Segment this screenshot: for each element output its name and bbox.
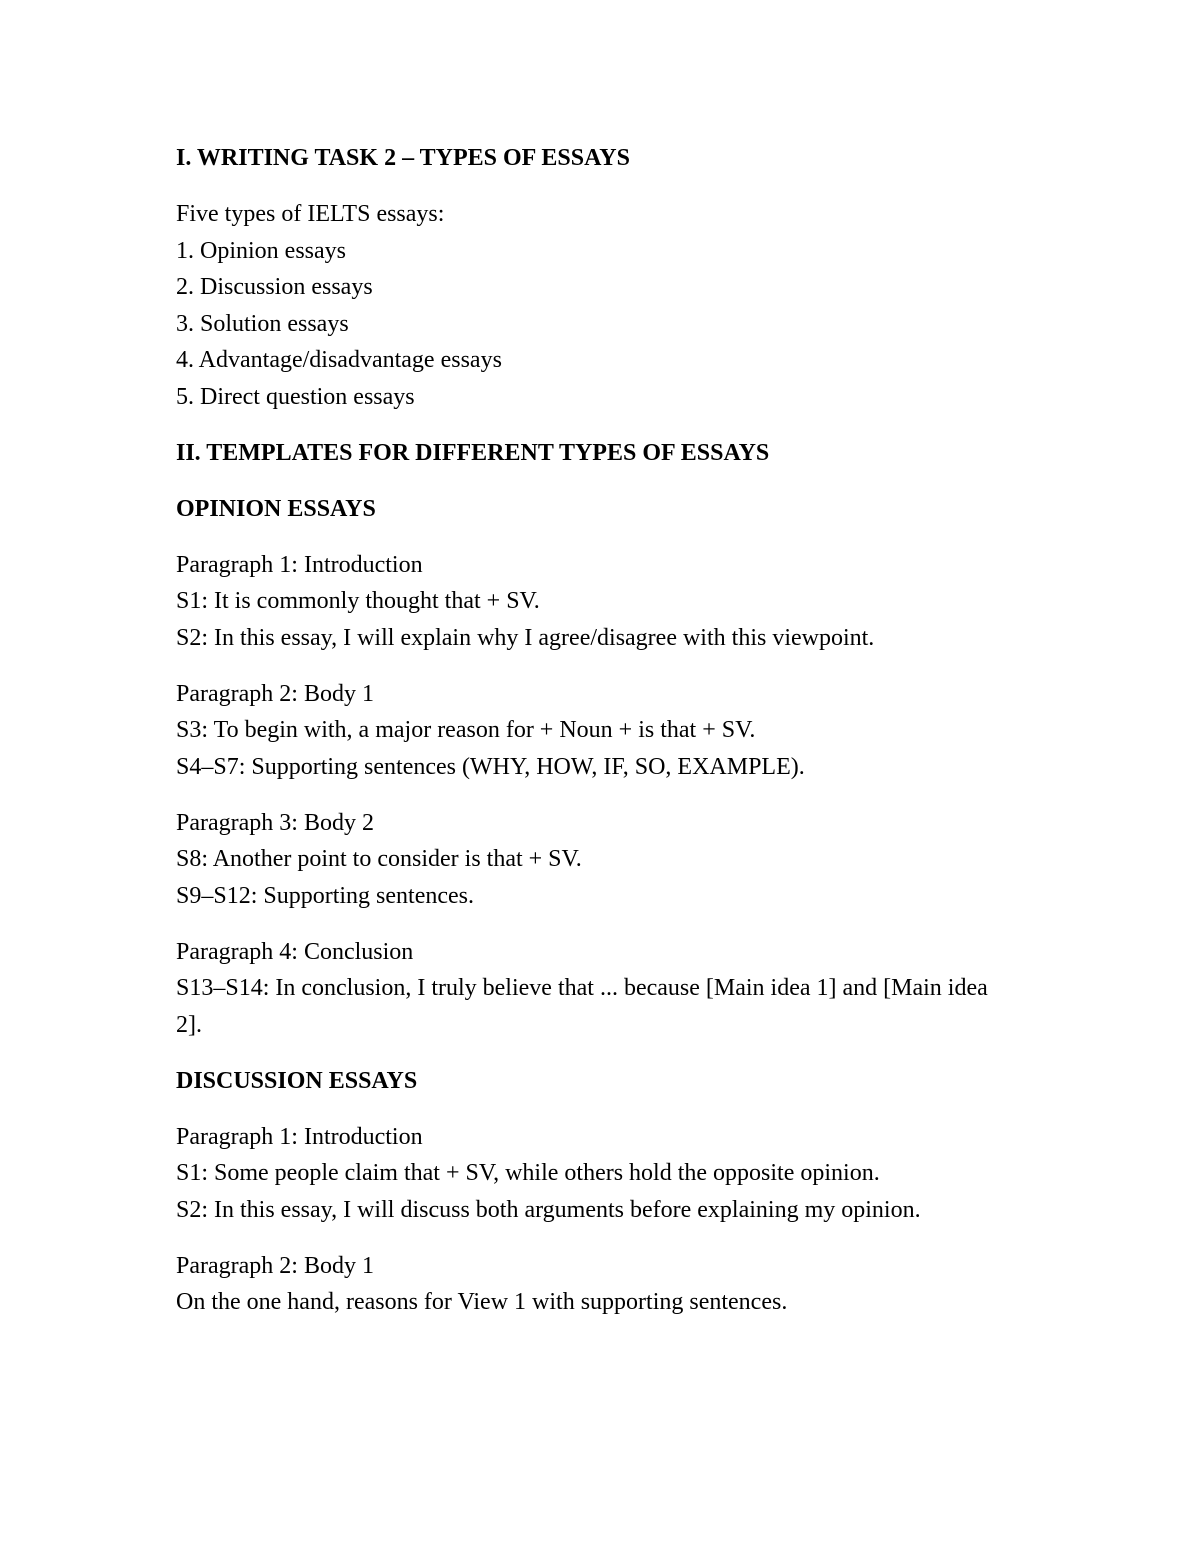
document-content <box>176 140 1006 1321</box>
template-sentence: S2: In this essay, I will explain why I agree/disagree with this viewpoint. <box>176 624 875 651</box>
section-1-heading: I. WRITING TASK 2 – TYPES OF ESSAYS <box>176 145 630 171</box>
template-sentence: S1: Some people claim that + SV, while others hold the opposite opinion. <box>176 1160 880 1186</box>
essay-type-item: 3. Solution essays <box>176 310 349 337</box>
paragraph-title: Paragraph 2: Body 1 <box>176 1252 374 1279</box>
discussion-essays-heading: DISCUSSION ESSAYS <box>176 1067 418 1094</box>
template-sentence: S1: It is commonly thought that + SV. <box>176 588 540 614</box>
paragraph-title: Paragraph 1: Introduction <box>176 551 423 578</box>
template-sentence: S9–S12: Supporting sentences. <box>176 882 474 909</box>
template-sentence: S4–S7: Supporting sentences (WHY, HOW, IF, SO, EXAMPLE). <box>176 753 805 780</box>
paragraph-title: Paragraph 2: Body 1 <box>176 680 374 707</box>
template-sentence: On the one hand, reasons for View 1 with supporting sentences. <box>176 1289 788 1315</box>
paragraph-title: Paragraph 3: Body 2 <box>176 809 374 836</box>
template-sentence: S8: Another point to consider is that + SV. <box>176 846 582 872</box>
paragraph-title: Paragraph 1: Introduction <box>176 1123 423 1150</box>
section-2-heading: II. TEMPLATES FOR DIFFERENT TYPES OF ESSAYS <box>176 439 770 466</box>
essay-types-intro: Five types of IELTS essays: <box>176 201 445 227</box>
template-sentence: S13–S14: In conclusion, I truly believe that ... because [Main idea 1] and [Main idea 2]. <box>176 975 988 1038</box>
essay-type-item: 2. Discussion essays <box>176 274 373 300</box>
essay-type-item: 1. Opinion essays <box>176 237 346 264</box>
essay-type-item: 5. Direct question essays <box>176 383 415 410</box>
opinion-essays-heading: OPINION ESSAYS <box>176 495 376 522</box>
template-sentence: S2: In this essay, I will discuss both arguments before explaining my opinion. <box>176 1196 921 1223</box>
template-sentence: S3: To begin with, a major reason for + Noun + is that + SV. <box>176 717 756 743</box>
essay-type-item: 4. Advantage/disadvantage essays <box>176 347 502 373</box>
paragraph-title: Paragraph 4: Conclusion <box>176 938 414 965</box>
